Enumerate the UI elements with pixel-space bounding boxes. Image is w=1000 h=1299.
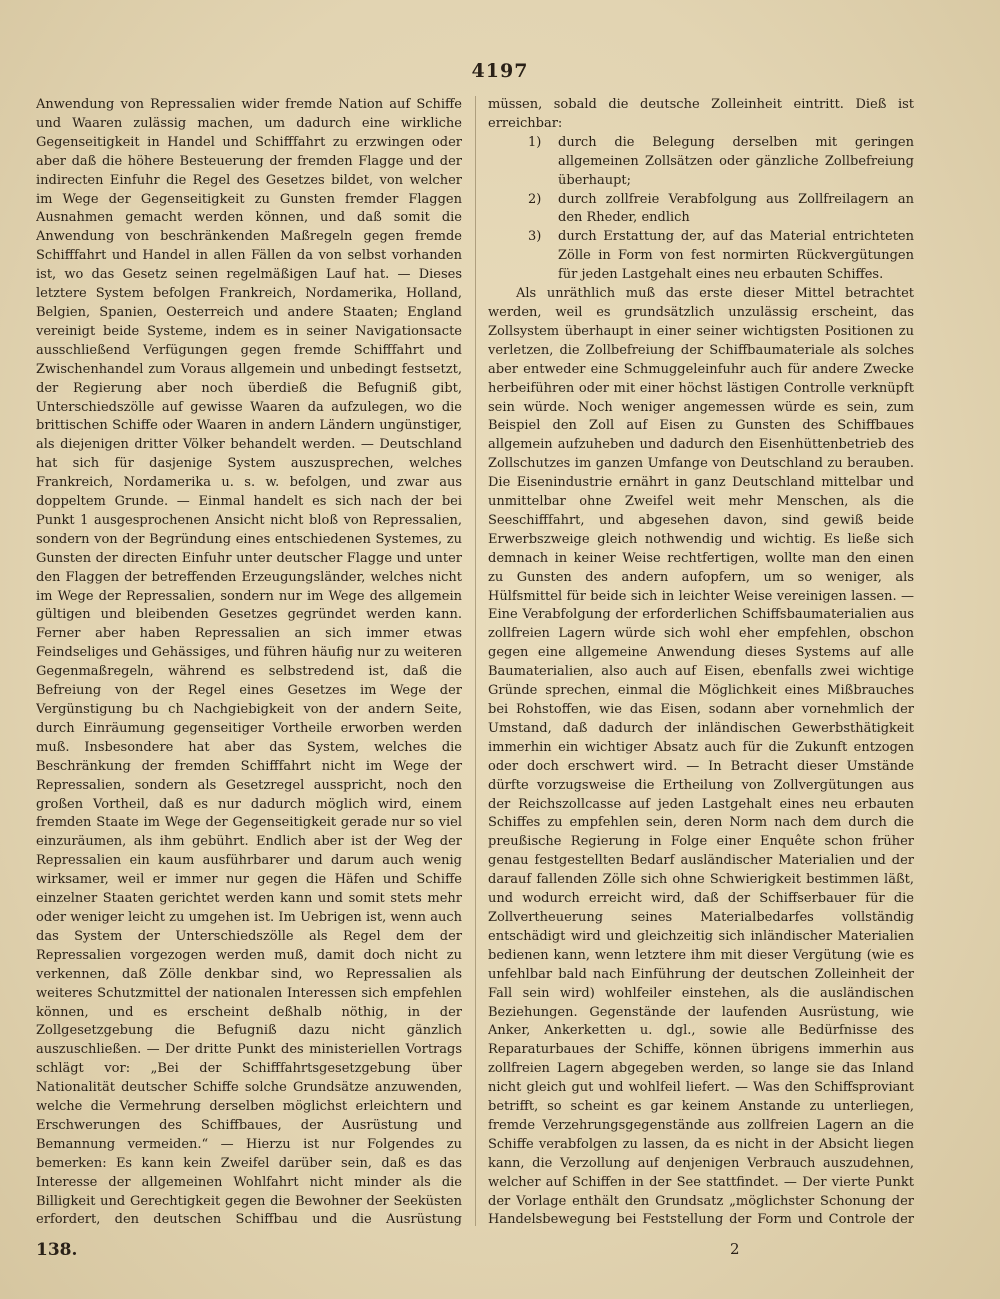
right-paragraph: Als unräthlich muß das erste dieser Mittel betrachtet werden, weil es grundsätzlich unzulässig erscheint, das Zollsystem überhaupt in einer seiner wichtigsten Positionen zu verletzen, die Zollbefreiung der Schiffbaumateriale als solches aber entweder eine Schmuggeleinfuhr auch für andere Zwecke herbeiführen oder mit einer höchst lästigen Controlle verknüpft sein würde. Noch weniger angemessen würde es sein, zum Beispiel den Zoll auf Eisen zu Gunsten des Schiffbaues allgemein aufzuheben und dadurch den Eisenhüttenbetrieb des Zollschutzes im ganzen Umfange von Deutschland zu berauben. Die Eisenindustrie ernährt in ganz Deutschland mittelbar und unmittelbar ohne Zweifel weit mehr Menschen, als die Seeschifffahrt, und abgesehen davon, sind gewiß beide Erwerbszweige gleich nothwendig und wichtig. Es ließe sich demnach in keiner Weise rechtfertigen, wollte man den einen zu Gunsten des andern aufopfern, um so weniger, als Hülfsmittel für beide sich in leichter Weise vereinigen lassen. — Eine Verabfolgung der erforderlichen Schiffsbaumaterialien aus zollfreien Lagern würde sich wohl eher empfehlen, obschon gegen eine allgemeine Anwendung dieses Systems auf alle Baumaterialien, also auch auf Eisen, ebenfalls zwei wichtige Gründe sprechen, einmal die Möglichkeit eines Mißbrauches bei Rohstoffen, wie das Eisen, sodann aber vornehmlich der Umstand, daß dadurch der inländischen Gewerbsthätigkeit immerhin ein wichtiger Absatz auch für die Zukunft entzogen oder doch erschwert wird. — In Betracht dieser Umstände dürfte vorzugsweise die Ertheilung von Zollvergütungen aus der Reichszollcasse auf jeden Lastgehalt eines neu erbauten Schiffes zu empfehlen sein, deren Norm nach dem durch die preußische Regierung in Folge einer Enquête schon früher genau festgestellten Bedarf ausländischer Materialien und der darauf fallenden Zölle sich ohne Schwierigkeit bestimmen läßt, und wodurch erreicht wird, daß der Schiffserbauer für die Zollvertheuerung seines Materialbedarfes vollständig entschädigt wird und gleichzeitig sich inländischer Materialien bedienen kann, wenn letztere ihm mit dieser Vergütung (wie es unfehlbar bald nach Einführung der deutschen Zolleinheit der Fall sein wird) wohlfeiler einstehen, als die ausländischen Beziehungen. Gegenstände der laufenden Ausrüstung, wie Anker, Ankerketten u. dgl., sowie alle Bedürfnisse des Reparaturbaues der Schiffe, können übrigens immerhin aus zollfreien Lagern abgegeben werden, so lange sie das Inland nicht gleich gut und wohlfeil liefert. — Was den Schiffsproviant betrifft, so scheint es gar keinem Anstande zu unterliegen, fremde Verzehrungsgegenstände aus zollfreien Lagern an die Schiffe verabfolgen zu lassen, da es nicht in der Absicht liegen kann, die Verzollung auf denjenigen Verbrauch auszudehnen, welcher auf Schiffen in der See stattfindet. — Der vierte Punkt der Vorlage enthält den Grundsatz „möglichster Schonung der Handelsbewegung bei Feststellung der Form und Controle der <box>488 286 914 1226</box>
column-divider <box>475 96 476 1226</box>
signature-mark: 2 <box>730 1240 740 1258</box>
left-column <box>36 96 462 1226</box>
left-paragraph: Anwendung von Repressalien wider fremde Nation auf Schiffe und Waaren zulässig machen, um dadurch eine wirkliche Gegenseitigkeit in Handel und Schifffahrt zu erzwingen oder aber daß die höhere Besteuerung der fremden Flagge und der indirecten Einfuhr die Regel des Gesetzes bildet, von welcher im Wege der Gegenseitigkeit zu Gunsten fremder Flaggen Ausnahmen gemacht werden können, und daß somit die Anwendung von beschränkenden Maßregeln gegen fremde Schifffahrt und Handel in allen Fällen da von selbst vorhanden ist, wo das Gesetz seinen regelmäßigen Lauf hat. — Dieses letztere System befolgen Frankreich, Nordamerika, Holland, Belgien, Spanien, Oesterreich und andere Staaten; England vereinigt beide Systeme, indem es in seiner Navigationsacte ausschließend Verfügungen gegen fremde Schifffahrt und Zwischenhandel zum Voraus allgemein und unbedingt festsetzt, der Regierung aber noch überdieß die Befugniß gibt, Unterschiedszölle auf gewisse Waaren da aufzulegen, wo die brittischen Schiffe oder Waaren in andern Ländern ungünstiger, als diejenigen dritter Völker behandelt werden. — Deutschland hat sich für dasjenige System auszusprechen, welches Frankreich, Nordamerika u. s. w. befolgen, und zwar aus doppeltem Grunde. — Einmal handelt es sich nach der bei Punkt 1 ausgesprochenen Ansicht nicht bloß von Repressalien, sondern von der Begründung eines entschiedenen Systemes, zu Gunsten der directen Einfuhr unter deutscher Flagge und unter den Flaggen der betreffenden Erzeugungsländer, welches nicht im Wege der Repressalien, sondern nur im Wege des allgemein gültigen und bleibenden Gesetzes gegründet werden kann. Ferner aber haben Repressalien an sich immer etwas Feindseliges und Gehässiges, und führen häufig nur zu weiteren Gegenmaßregeln, während es selbstredend ist, daß die Befreiung von der Regel eines Gesetzes im Wege der Vergünstigung bu ch Nachgiebigkeit von der andern Seite, durch Einräumung gegenseitiger Vortheile erworben werden muß. Insbesondere hat aber das System, welches die Beschränkung der fremden Schifffahrt nicht im Wege der Repressalien, sondern als Gesetzregel ausspricht, noch den großen Vortheil, daß es nur dadurch möglich wird, einem fremden Staate im Wege der Gegenseitigkeit gerade nur so viel einzuräumen, als ihm gebührt. Endlich aber ist der Weg der Repressalien ein kaum ausführbarer und darum auch wenig wirksamer, weil er immer nur gegen die Häfen und Schiffe einzelner Staaten gerichtet werden kann und somit stets mehr oder weniger leicht zu umgehen ist. Im Uebrigen ist, wenn auch das System der Unterschiedszölle als Regel dem der Repressalien vorgezogen werden muß, damit doch nicht zu verkennen, daß Zölle denkbar sind, wo Repressalien als weiteres Schutzmittel der nationalen Interessen sich empfehlen können, und es erscheint deßhalb nöthig, in der Zollgesetzgebung die Befugniß dazu nicht gänzlich auszuschließen. — Der dritte Punkt des ministeriellen Vortrags schlägt vor: „Bei der Schifffahrtsgesetzgebung über Nationalität deutscher Schiffe solche Grundsätze anzuwenden, welche die Vermehrung derselben möglichst erleichtern und Erschwerungen des Schiffbaues, der Ausrüstung und Bemannung vermeiden.“ — Hierzu ist nur Folgendes zu bemerken: Es kann kein Zweifel darüber sein, daß es das Interesse der allgemeinen Wohlfahrt nicht minder als die Billigkeit und Gerechtigkeit gegen die Bewohner der Seeküsten erfordert, den deutschen Schiffbau und die Ausrüstung <box>36 97 462 1226</box>
sheet-number: 138. <box>36 1240 78 1260</box>
page-number: 4197 <box>471 60 529 82</box>
list-item-number: 1) <box>528 134 542 150</box>
list-item <box>488 191 914 229</box>
list-item-text: durch die Belegung derselben mit geringen allgemeinen Zollsätzen oder gänzliche Zollbefreiung überhaupt; <box>558 134 914 188</box>
list-item-number: 3) <box>528 229 542 245</box>
right-intro: müssen, sobald die deutsche Zolleinheit eintritt. Dieß ist erreichbar: <box>488 97 914 131</box>
right-column <box>488 96 914 1226</box>
list-item-text: durch Erstattung der, auf das Material entrichteten Zölle in Form von fest normirten Rückvergütungen für jeden Lastgehalt eines neu erbauten Schiffes. <box>558 229 914 283</box>
list-item-text: durch zollfreie Verabfolgung aus Zollfreilagern an den Rheder, endlich <box>558 191 914 226</box>
list-item <box>488 228 914 285</box>
list-item <box>488 134 914 191</box>
list-item-number: 2) <box>528 191 542 207</box>
